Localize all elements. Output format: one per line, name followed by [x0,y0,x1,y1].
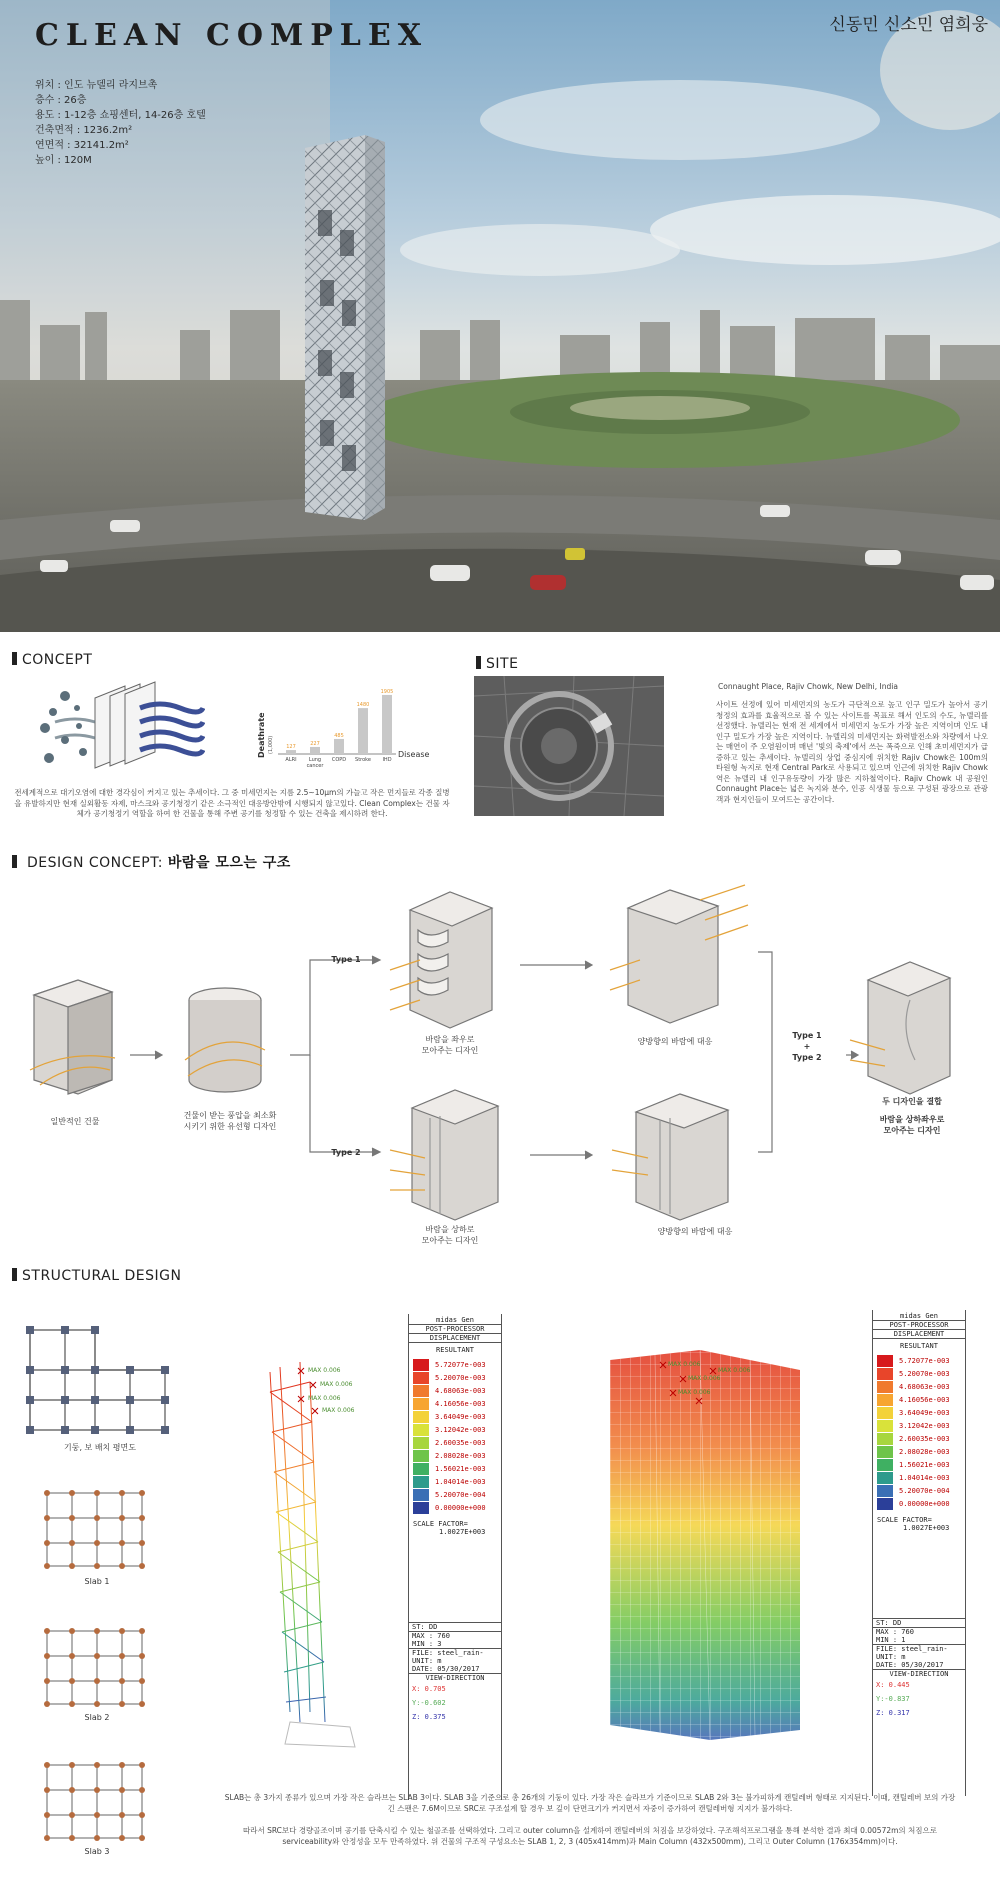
legend-row [409,1501,501,1514]
panel-st: ST: DD [873,1618,965,1627]
legend-swatch [413,1411,429,1423]
chart-ysub: (1,000) [268,735,274,754]
design-concept-title-bold: 바람을 모으는 구조 [167,855,291,871]
legend-swatch [413,1476,429,1488]
legend-swatch [877,1498,893,1510]
bar-stroke [358,708,368,754]
legend-value: 4.68063e-003 [435,1386,486,1395]
panel-max: MAX : 760 [409,1631,501,1640]
design-concept-diagram [0,880,1000,1260]
legend-value: 5.72077e-003 [435,1360,486,1369]
panel-post-processor: POST-PROCESSOR [409,1324,501,1334]
panel-file: FILE: steel_rain- [873,1644,965,1653]
legend-value: 2.60035e-003 [435,1438,486,1447]
bar-category-label: Lung [308,757,322,763]
panel-view-z: Z: 0.375 [412,1713,446,1721]
bar-value-label: 227 [310,740,320,747]
legend-row [409,1475,501,1488]
site-title: SITE [476,656,518,672]
info-building-area: 건축면적 : 1236.2m² [35,125,133,136]
label-general-building: 일반적인 건물 [50,1117,100,1126]
result-panel-1 [408,1314,502,1800]
label-type1: Type 1 [331,955,361,964]
panel-scale-label: SCALE FACTOR= [413,1520,468,1528]
legend-value: 5.20070e-003 [435,1373,486,1382]
legend-swatch [413,1502,429,1514]
label-type2: Type 2 [331,1148,361,1157]
panel-result-type: RESULTANT [900,1342,938,1350]
legend-row [409,1488,501,1501]
site-text: 사이트 선정에 있어 미세먼지의 농도가 극단적으로 높고 인구 밀도가 높아서 공기 청정의 효과를 효율적으로 볼 수 있는 사이트를 목표로 해서 인도의 수도, 뉴델리를 선정했다. 뉴델리는 현재 전 세계에서 미세먼지 농도가 가장 높은 지역이며 인도 내 인구 밀도가 가장 높은 지역이다. 뉴델리의 미세먼지는 화력발전소와 차량에서 나오는 매연이 주 오염원이며 매년 '빛의 축제'에서 쓰는 폭죽으로 인해 초미세먼지가 급증하고 있는 추세이다. 뉴델리의 상업 중심지에 위치한 Rajiv Chowk은 100m의 타원형 녹지로 현재 Central Park로 사용되고 있으며 인근에 위치한 Rajiv Chowk역은 뉴델리 내 인구유동량이 가장 많은 지하철역이다. Rajiv Chowk 내 공원인 Connaught Place는 넓은 녹지와 분수, 인공 식생물 등으로 구성된 광장으로 관광객과 현지인들이 모여드는 공간이다. [716,700,988,804]
bar-category-label: ALRI [285,757,297,763]
max-displacement-label: MAX 0.006 [688,1375,721,1382]
legend-row [873,1471,965,1484]
legend-value: 2.08028e-003 [435,1451,486,1460]
panel-date: DATE: 05/30/2017 [876,1661,944,1669]
legend-value: 0.00000e+000 [435,1503,486,1512]
legend-row [873,1354,965,1367]
legend-value: 1.04014e-003 [435,1477,486,1486]
legend-row [873,1484,965,1497]
legend-swatch [877,1485,893,1497]
panel-mode: DISPLACEMENT [409,1334,501,1343]
panel-unit: UNIT: m [412,1657,442,1665]
legend-row [409,1371,501,1384]
plan-label-slab3: Slab 3 [84,1847,110,1856]
panel-mode: DISPLACEMENT [873,1330,965,1339]
deathrate-chart [250,678,430,773]
label-combo-b: Type 2 [792,1053,822,1062]
info-location: 위치 : 인도 뉴델리 라지브촉 [35,80,158,91]
legend-row [409,1358,501,1371]
frame-model-2 [600,1340,820,1750]
legend-value: 5.72077e-003 [899,1356,950,1365]
chart-xlabel: Disease [398,750,430,759]
legend-swatch [877,1368,893,1380]
label-type2-collect: 바람을 상하로 모아주는 디자인 [421,1225,479,1245]
legend-swatch [413,1372,429,1384]
bar-value-label: 1480 [356,702,370,709]
bar-alri [286,750,296,754]
legend-swatch [413,1450,429,1462]
legend-row [409,1449,501,1462]
plan-label-slab2: Slab 2 [84,1713,110,1722]
bar-value-label: 1905 [380,688,394,695]
max-displacement-label: MAX 0.006 [308,1395,341,1402]
panel-scale-value: 1.0027E+003 [903,1524,950,1532]
panel-view-x: X: 0.445 [876,1681,910,1689]
panel-view-x: X: 0.705 [412,1685,446,1693]
panel-post-processor: POST-PROCESSOR [873,1320,965,1330]
max-displacement-label: MAX 0.006 [320,1381,353,1388]
legend-value: 3.64049e-003 [899,1408,950,1417]
legend-row [409,1397,501,1410]
hero-rendering [0,0,1000,632]
max-displacement-label: MAX 0.006 [718,1367,751,1374]
legend-swatch [877,1355,893,1367]
label-type2-bidirectional: 양방향의 바람에 대응 [657,1227,733,1236]
legend-value: 1.56021e-003 [435,1464,486,1473]
site-aerial-photo [474,676,664,816]
legend-swatch [877,1446,893,1458]
filter-illustration [35,678,205,773]
result-panel-2 [872,1310,966,1796]
bar-value-label: 485 [334,732,344,739]
legend-value: 4.16056e-003 [435,1399,486,1408]
legend-swatch [413,1398,429,1410]
label-combined: 두 디자인을 결합 [882,1097,942,1106]
site-location: Connaught Place, Rajiv Chowk, New Delhi, India [718,682,898,691]
bar-ihd [382,695,392,754]
design-concept-title-prefix: DESIGN CONCEPT: [26,855,168,871]
plan-label-slab1: Slab 1 [84,1577,110,1586]
legend-swatch [877,1381,893,1393]
legend-swatch [413,1437,429,1449]
label-type1-collect: 바람을 좌우로 모아주는 디자인 [421,1035,479,1055]
info-floor-area: 연면적 : 32141.2m² [35,140,129,151]
label-combo-plus: + [803,1042,811,1051]
bar-copd [334,739,344,754]
bar-lung-cancer [310,747,320,754]
legend-value: 5.20070e-003 [899,1369,950,1378]
structural-text-1: SLAB는 총 3가지 종류가 있으며 가장 작은 슬라브는 SLAB 3이다. SLAB 3을 기준으로 총 26개의 기둥이 있다. 가장 작은 슬라브가 기준이므로 SLAB 2와 3는 불가피하게 캔틸레버 형태로 지지된다. 이때, 캔틸레버 보의 가장 긴 스팬은 7.6M이므로 SRC로 구조설계 할 경우 보 깊이 단면크기가 커지면서 자중이 증가하여 캔틸레버형 지지가 불가하다. [224,1793,956,1813]
label-combined-sub: 바람을 상하좌우로 모아주는 디자인 [879,1115,945,1135]
legend-swatch [413,1424,429,1436]
authors: 신동민 신소민 염희웅 [829,15,988,35]
concept-title: CONCEPT [12,652,92,668]
structural-text-2: 따라서 SRC보다 경량골조이며 공기를 단축시킬 수 있는 철골조를 선택하였다. 그리고 outer column을 설계하여 캔틸레버의 처짐을 보강하였다. 구조해석프로그램을 통해 분석한 결과 최대 0.00572m의 처짐으로 serviceability와 안정성을 모두 만족하였다. 위 건물의 구조적 구성요소는 SLAB 1, 2, 3 (405x414mm)과 Main Column (432x500mm), 그리고 Outer Column (176x354mm)이다. [242,1826,938,1846]
panel-view-direction: VIEW-DIRECTION [873,1669,965,1678]
legend-swatch [877,1407,893,1419]
legend-value: 1.04014e-003 [899,1473,950,1482]
legend-row [873,1419,965,1432]
legend-row [409,1462,501,1475]
project-title: CLEAN COMPLEX [35,18,428,53]
legend-value: 3.12042e-003 [435,1425,486,1434]
panel-app-name: midas Gen [436,1316,474,1324]
bar-category-label: cancer [306,763,324,769]
frame-model-1 [250,1352,370,1752]
panel-scale-label: SCALE FACTOR= [877,1516,932,1524]
panel-scale-value: 1.0027E+003 [439,1528,486,1536]
legend-value: 2.08028e-003 [899,1447,950,1456]
project-info [35,78,206,168]
panel-view-y: Y:-0.837 [876,1695,910,1703]
bar-category-label: IHD [382,757,392,763]
legend-value: 1.56021e-003 [899,1460,950,1469]
column-beam-plan [25,1320,175,1440]
panel-unit: UNIT: m [876,1653,906,1661]
bar-category-label: COPD [331,757,347,763]
max-displacement-label: MAX 0.006 [322,1407,355,1414]
legend-row [873,1497,965,1510]
bar-value-label: 127 [286,744,296,751]
legend-value: 3.12042e-003 [899,1421,950,1430]
plan-label-column-beam: 기둥, 보 배치 평면도 [64,1443,136,1452]
legend-row [873,1406,965,1419]
max-displacement-label: MAX 0.006 [678,1389,711,1396]
panel-date: DATE: 05/30/2017 [412,1665,480,1673]
label-combo [782,1030,832,1063]
legend-value: 3.64049e-003 [435,1412,486,1421]
legend-swatch [413,1359,429,1371]
panel-min: MIN : 3 [412,1640,442,1648]
panel-st: ST: DD [409,1622,501,1631]
legend-swatch [877,1433,893,1445]
label-combo-a: Type 1 [792,1031,822,1040]
legend-value: 5.20070e-004 [435,1490,486,1499]
legend-value: 5.20070e-004 [899,1486,950,1495]
concept-text: 전세계적으로 대기오염에 대한 경각심이 커지고 있는 추세이다. 그 중 미세먼지는 지름 2.5~10μm의 가늘고 작은 먼지들로 각종 질병을 유발하지만 현재 실외활동 자제, 마스크와 공기청정기 같은 소극적인 대응방안밖에 시행되지 않고있다. Clean Complex는 건물 자체가 공기청정기 역할을 하여 한 건물을 통해 주변 공기를 청정할 수 있는 건축을 제시하려 한다. [14,788,450,818]
legend-swatch [413,1463,429,1475]
legend-row [873,1380,965,1393]
legend-swatch [877,1472,893,1484]
info-floors: 층수 : 26층 [35,95,87,106]
panel-file: FILE: steel_rain- [409,1648,501,1657]
panel-result-type: RESULTANT [436,1346,474,1354]
panel-view-direction: VIEW-DIRECTION [409,1673,501,1682]
legend-row [873,1393,965,1406]
legend-value: 2.60035e-003 [899,1434,950,1443]
bar-category-label: Stroke [355,757,371,763]
legend-row [873,1445,965,1458]
legend-swatch [413,1385,429,1397]
max-displacement-label: MAX 0.006 [308,1367,341,1374]
legend-swatch [877,1394,893,1406]
legend-row [409,1384,501,1397]
legend-row [409,1423,501,1436]
legend-value: 0.00000e+000 [899,1499,950,1508]
panel-view-z: Z: 0.317 [876,1709,910,1717]
label-type1-bidirectional: 양방향의 바람에 대응 [637,1037,713,1046]
legend-swatch [877,1420,893,1432]
legend-swatch [413,1489,429,1501]
structural-design-title: STRUCTURAL DESIGN [12,1268,181,1284]
panel-view-y: Y:-0.602 [412,1699,446,1707]
legend-value: 4.16056e-003 [899,1395,950,1404]
legend-row [873,1432,965,1445]
max-displacement-label: MAX 0.006 [668,1361,701,1368]
panel-app-name: midas Gen [900,1312,938,1320]
info-use: 용도 : 1-12층 쇼핑센터, 14-26층 호텔 [35,110,206,121]
slab3-plan [42,1760,152,1844]
legend-row [873,1458,965,1471]
slab1-plan [42,1488,152,1572]
slab2-plan [42,1626,152,1710]
info-height: 높이 : 120M [35,155,92,166]
panel-min: MIN : 1 [876,1636,906,1644]
legend-row [409,1410,501,1423]
panel-max: MAX : 760 [873,1627,965,1636]
legend-row [409,1436,501,1449]
legend-swatch [877,1459,893,1471]
design-concept-title [12,852,291,872]
legend-value: 4.68063e-003 [899,1382,950,1391]
legend-row [873,1367,965,1380]
chart-ylabel: Deathrate [257,712,266,758]
label-streamline: 건물이 받는 풍압을 최소화 시키기 위한 유선형 디자인 [183,1111,277,1131]
